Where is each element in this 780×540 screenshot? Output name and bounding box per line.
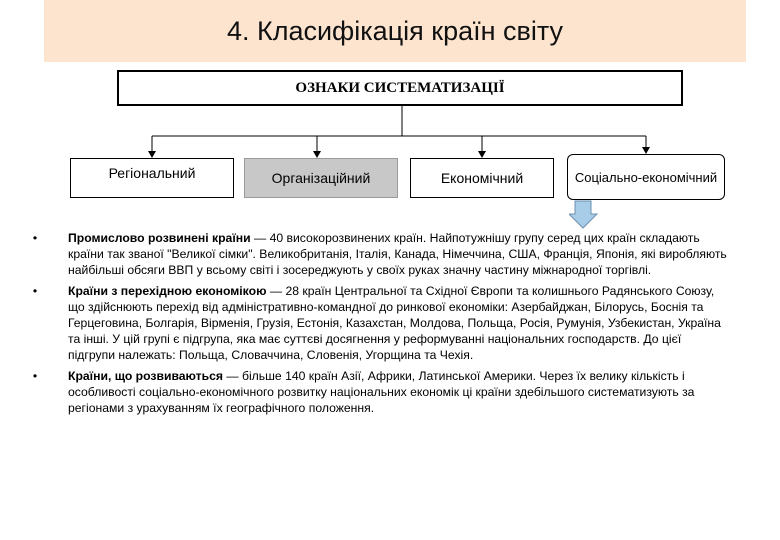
category-regional: Регіональний (70, 158, 234, 198)
classification-list (28, 230, 728, 420)
arrowhead-4 (642, 147, 650, 154)
item-description: — 40 високорозвинених країн. Найпотужнішу групу серед цих країн складають країни так званої "Великої сімки". Великобританія, Італія, Канада, Німеччина, США, Франція, Японія, які виробляють найбільші обсяги ВВП у всьому світі і зосереджують у своїх руках значну частину міжнародної торгівлі. (68, 231, 727, 278)
item-description: — 28 країн Центральної та Східної Європи та колишнього Радянського Союзу, що здійснюють перехід від адміністративно-командної до ринкової економіки: Азербайджан, Білорусь, Боснія та Герцеговина, Болгарія, Вірменія, Грузія, Естонія, Казахстан, Молдова, Польща, Росія, Румунія, Узбекистан, Україна та інші. У цій групі є підгрупа, яка має суттєві досягнення у реформуванні національних господарств. До цієї підгрупи належать: Польща, Словаччина, Словенія, Угорщина та Чехія. (68, 283, 721, 363)
item-term: Країни, що розвиваються (68, 368, 224, 383)
arrowhead-3 (478, 151, 486, 158)
header-box: ОЗНАКИ СИСТЕМАТИЗАЦІЇ (117, 70, 683, 106)
page-title: 4. Класифікація країн світу (226, 15, 564, 46)
list-item (28, 230, 728, 279)
bullet-icon: • (32, 368, 38, 383)
item-term: Країни з перехідною економікою (68, 283, 267, 298)
item-description: — більше 140 країн Азії, Африки, Латинської Америки. Через їх велику кількість і особливості соціально-економічного розвитку національних економік ці країни здебільшого систематизують за регіонами з урахуванням їх географічного положення. (68, 368, 695, 416)
category-organizational: Організаційний (244, 158, 398, 198)
list-item (28, 368, 728, 417)
item-term: Промислово розвинені країни (68, 231, 251, 245)
category-economic: Економічний (410, 158, 554, 198)
list-item (28, 283, 728, 364)
bullet-icon: • (32, 283, 38, 298)
category-socio-economic: Соціально-економічний (567, 154, 725, 200)
down-arrow-icon (569, 200, 599, 230)
arrowhead-2 (313, 151, 321, 158)
arrowhead-1 (148, 151, 156, 158)
bullet-icon: • (32, 231, 38, 245)
